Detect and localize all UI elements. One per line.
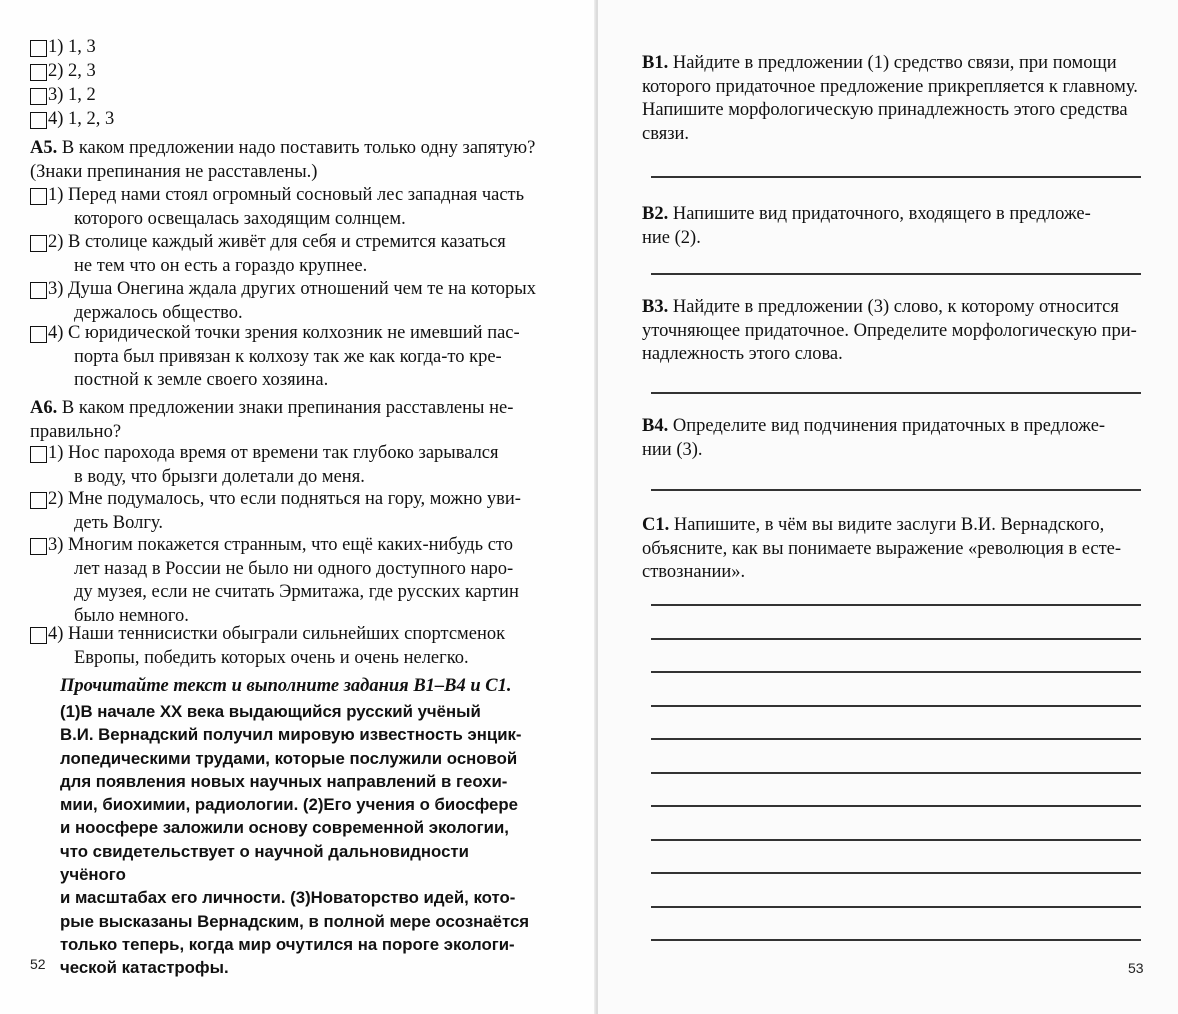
answer-line-c1[interactable] xyxy=(651,738,1141,740)
answer-line-b2[interactable] xyxy=(651,273,1141,275)
answer-line-c1[interactable] xyxy=(651,772,1141,774)
option-line: ду музея, если не считать Эрмитажа, где русских картин xyxy=(74,582,519,602)
answer-line-b3[interactable] xyxy=(651,392,1141,394)
page-number-right: 53 xyxy=(1128,960,1144,976)
answer-line-b4[interactable] xyxy=(651,489,1141,491)
task-line: нии (3). xyxy=(642,439,703,460)
task-c1 xyxy=(642,514,1142,585)
option-label: 2) 2, 3 xyxy=(48,61,96,81)
passage-line: только теперь, когда мир очутился на пороге экологи- xyxy=(60,934,515,954)
option-line: 3) Многим покажется странным, что ещё каких-нибудь сто xyxy=(48,535,514,555)
option-label: 3) 1, 2 xyxy=(48,85,96,105)
checkbox[interactable] xyxy=(30,40,47,57)
passage-line: ческой катастрофы. xyxy=(60,958,229,978)
option-line: порта был привязан к колхозу так же как когда-то кре- xyxy=(74,346,502,367)
task-line: связи. xyxy=(642,123,690,144)
task-line: уточняющее придаточное. Определите морфологическую при- xyxy=(642,320,1137,341)
answer-line-c1[interactable] xyxy=(651,604,1141,606)
a5-question-line-1: В каком предложении надо поставить только одну запятую? xyxy=(57,138,536,158)
option-line: лет назад в России не было ни одного доступного наро- xyxy=(74,558,514,579)
checkbox[interactable] xyxy=(30,188,47,205)
option-line: 2) В столице каждый живёт для себя и стремится казаться xyxy=(48,232,506,252)
option-label: 1) 1, 3 xyxy=(48,37,96,57)
a5-option-1[interactable] xyxy=(30,184,550,231)
task-line: Найдите в предложении (3) слово, к которому относится xyxy=(668,297,1119,317)
passage-line: для появления новых научных направлений в геохи- xyxy=(60,771,508,791)
task-label: В1. xyxy=(642,53,669,73)
option-line: 4) Наши теннисистки обыграли сильнейших спортсменок xyxy=(48,624,506,644)
passage-line: (1)В начале XX века выдающийся русский учёный xyxy=(60,702,481,721)
option-line: 2) Мне подумалось, что если подняться на гору, можно уви- xyxy=(48,489,521,509)
passage-line: мии, биохимии, радиологии. (2)Его учения о биосфере xyxy=(60,795,518,815)
a5-question xyxy=(30,137,555,184)
a6-option-1[interactable] xyxy=(30,442,550,489)
task-label: С1. xyxy=(642,515,670,535)
answer-line-c1[interactable] xyxy=(651,839,1141,841)
option-line: 3) Душа Онегина ждала других отношений чем те на которых xyxy=(48,279,536,299)
top-option-1[interactable] xyxy=(30,36,550,60)
checkbox[interactable] xyxy=(30,492,47,509)
answer-line-c1[interactable] xyxy=(651,872,1141,874)
task-line: Определите вид подчинения придаточных в предложе- xyxy=(668,416,1106,436)
a5-option-4[interactable] xyxy=(30,322,550,393)
page-number-left: 52 xyxy=(30,956,46,972)
a6-question xyxy=(30,397,555,444)
task-line: объясните, как вы понимаете выражение «революция в есте- xyxy=(642,538,1122,559)
answer-line-c1[interactable] xyxy=(651,805,1141,807)
option-line: в воду, что брызги долетали до меня. xyxy=(74,466,365,487)
option-line: 1) Нос парохода время от времени так глубоко зарывался xyxy=(48,443,499,463)
passage-line: что свидетельствует о научной дальновидности учёного xyxy=(60,841,469,885)
option-line: не тем что он есть а гораздо крупнее. xyxy=(74,255,368,276)
task-line: Напишите, в чём вы видите заслуги В.И. Вернадского, xyxy=(669,515,1105,535)
a6-label: А6. xyxy=(30,398,58,418)
task-label: В2. xyxy=(642,204,669,224)
passage-line: и масштабах его личности. (3)Новаторство идей, кото- xyxy=(60,888,516,908)
task-line: Напишите морфологическую принадлежность этого средства xyxy=(642,100,1128,120)
right-page xyxy=(598,0,1178,1014)
answer-line-b1[interactable] xyxy=(651,176,1141,178)
a5-question-line-2: (Знаки препинания не расставлены.) xyxy=(30,161,318,182)
checkbox[interactable] xyxy=(30,64,47,81)
task-line: Напишите вид придаточного, входящего в предложе- xyxy=(668,204,1091,224)
a5-option-3[interactable] xyxy=(30,278,550,325)
option-line: деть Волгу. xyxy=(74,512,163,533)
answer-line-c1[interactable] xyxy=(651,671,1141,673)
passage-line: В.И. Вернадский получил мировую известность энцик- xyxy=(60,725,522,745)
option-line: 1) Перед нами стоял огромный сосновый лес западная часть xyxy=(48,185,525,205)
task-b1 xyxy=(642,52,1142,146)
a6-option-4[interactable] xyxy=(30,623,550,670)
a6-question-line-2: правильно? xyxy=(30,421,122,442)
passage-line: и ноосфере заложили основу современной экологии, xyxy=(60,818,509,838)
task-b3 xyxy=(642,296,1142,367)
task-line: Найдите в предложении (1) средство связи, при помощи xyxy=(668,53,1117,73)
task-line: ние (2). xyxy=(642,227,701,248)
option-line: которого освещалась заходящим солнцем. xyxy=(74,208,406,229)
task-line: надлежность этого слова. xyxy=(642,344,843,364)
a5-label: А5. xyxy=(30,138,58,158)
top-option-4[interactable] xyxy=(30,108,550,132)
a6-question-line-1: В каком предложении знаки препинания расставлены не- xyxy=(57,398,514,418)
answer-line-c1[interactable] xyxy=(651,638,1141,640)
a5-option-2[interactable] xyxy=(30,231,550,278)
task-b4 xyxy=(642,415,1142,462)
passage-line: рые высказаны Вернадским, в полной мере осознаётся xyxy=(60,911,530,931)
answer-line-c1[interactable] xyxy=(651,705,1141,707)
option-line: было немного. xyxy=(74,605,189,626)
option-line: Европы, победить которых очень и очень нелегко. xyxy=(74,647,469,668)
reading-passage xyxy=(60,700,533,980)
answer-line-c1[interactable] xyxy=(651,939,1141,941)
checkbox[interactable] xyxy=(30,282,47,299)
checkbox[interactable] xyxy=(30,446,47,463)
checkbox[interactable] xyxy=(30,235,47,252)
passage-line: лопедическими трудами, которые послужили основой xyxy=(60,748,518,768)
a6-option-2[interactable] xyxy=(30,488,550,535)
top-option-3[interactable] xyxy=(30,84,550,108)
checkbox[interactable] xyxy=(30,326,47,343)
task-line: ствознании». xyxy=(642,562,746,582)
option-line: держалось общество. xyxy=(74,302,243,323)
checkbox[interactable] xyxy=(30,88,47,105)
task-label: В4. xyxy=(642,416,669,436)
a6-option-3[interactable] xyxy=(30,534,550,628)
answer-line-c1[interactable] xyxy=(651,906,1141,908)
option-line: 4) С юридической точки зрения колхозник не имевший пас- xyxy=(48,323,520,343)
checkbox[interactable] xyxy=(30,538,47,555)
task-label: В3. xyxy=(642,297,669,317)
task-line: которого придаточное предложение прикрепляется к главному. xyxy=(642,76,1138,97)
option-label: 4) 1, 2, 3 xyxy=(48,109,115,129)
top-option-2[interactable] xyxy=(30,60,550,84)
option-line: постной к земле своего хозяина. xyxy=(74,370,329,390)
reading-instruction: Прочитайте текст и выполните задания В1–В4 и С1. xyxy=(60,676,512,696)
task-b2 xyxy=(642,203,1142,250)
checkbox[interactable] xyxy=(30,627,47,644)
checkbox[interactable] xyxy=(30,112,47,129)
